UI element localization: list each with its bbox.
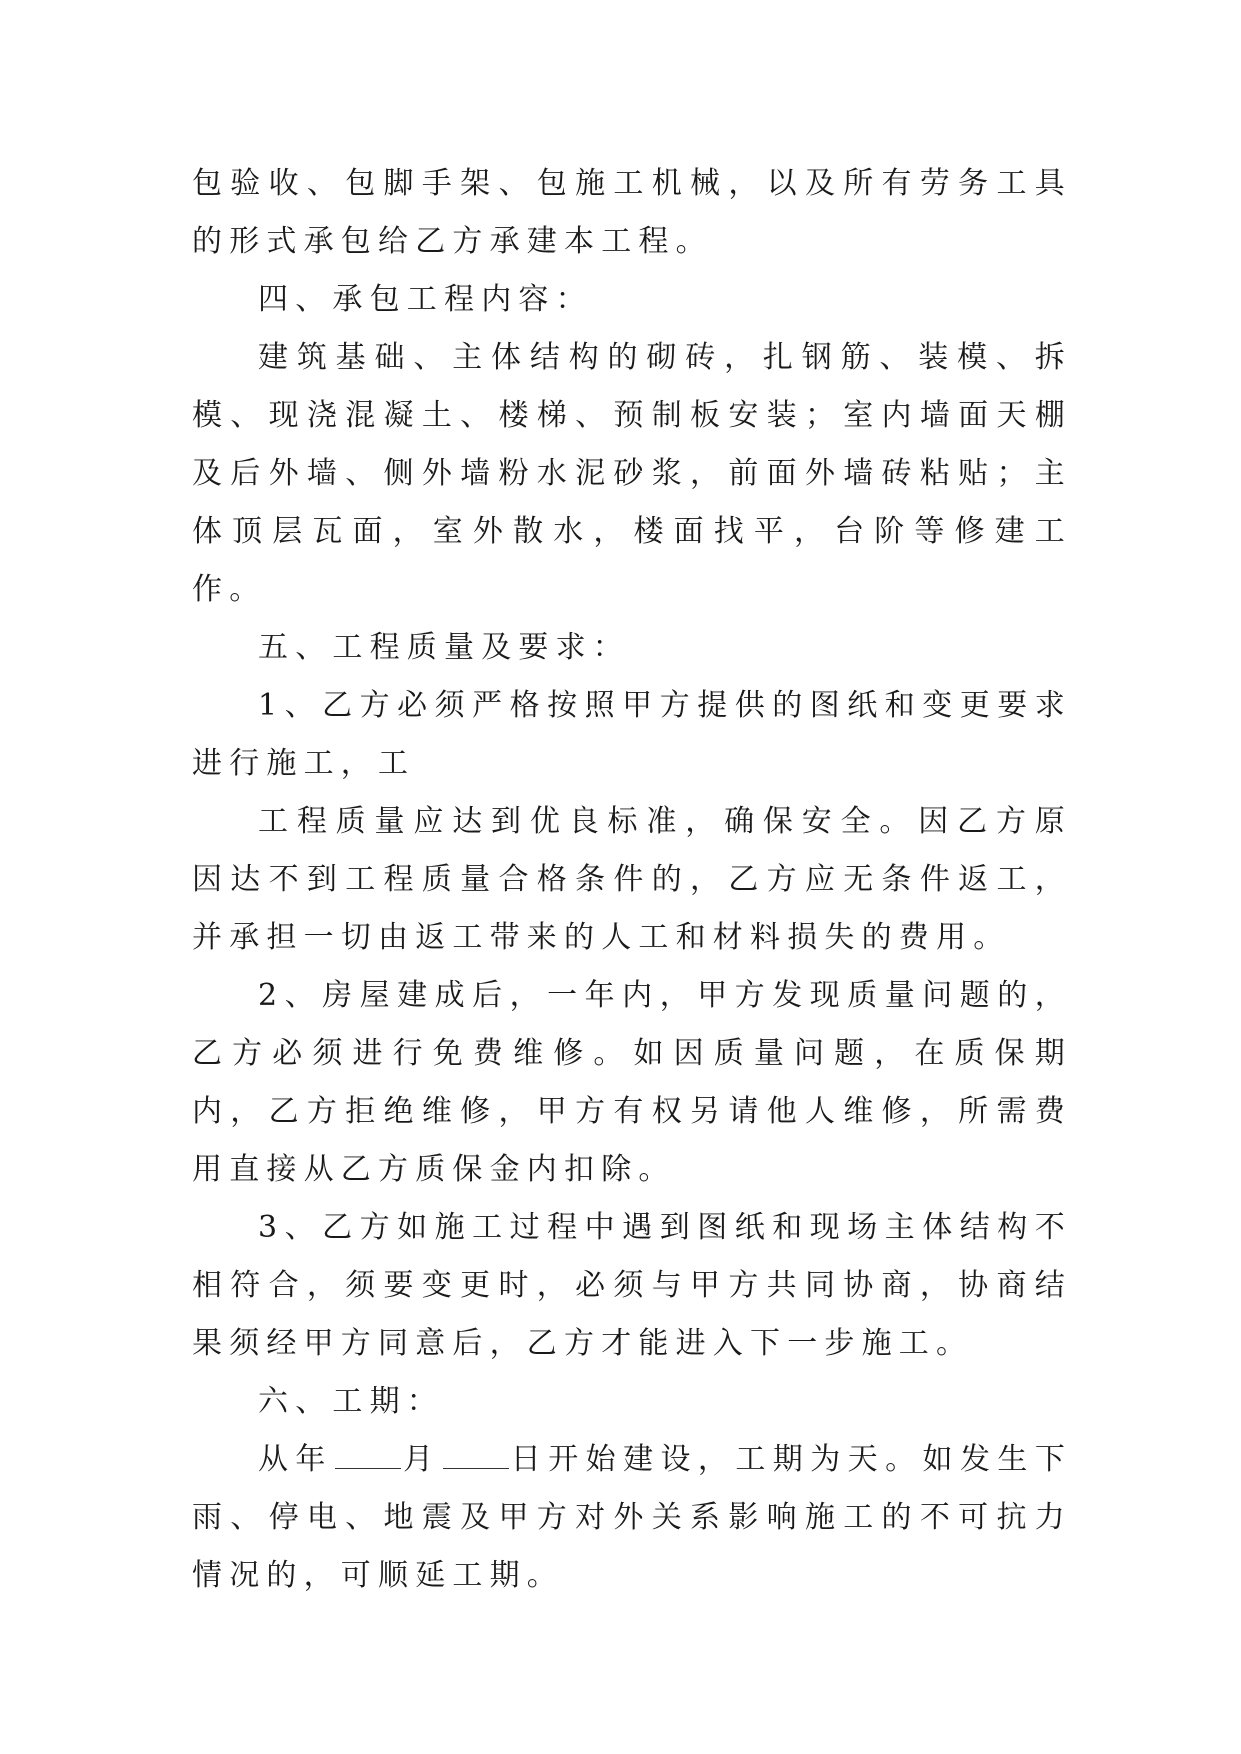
section-5-heading: 五、工程质量及要求： — [258, 630, 630, 665]
section-6-schedule — [192, 1431, 1072, 1605]
paragraph-contract-terms: 包验收、包脚手架、包施工机械，以及所有劳务工具的形式承包给乙方承建本工程。 — [192, 166, 1072, 259]
section-5-item-3: 3、乙方如施工过程中遇到图纸和现场主体结构不相符合，须要变更时，必须与甲方共同协商，协商结果须经甲方同意后，乙方才能进入下一步施工。 — [192, 1210, 1072, 1361]
schedule-body-text: 日开始建设，工期为天。如发生下雨、停电、地震及甲方对外关系影响施工的不可抗力情况的，可顺延工期。 — [192, 1442, 1073, 1593]
section-6-heading: 六、工期： — [258, 1384, 444, 1419]
day-blank-line — [443, 1444, 509, 1469]
section-4-heading: 四、承包工程内容： — [258, 282, 593, 317]
section-4-body: 建筑基础、主体结构的砌砖，扎钢筋、装模、拆模、现浇混凝土、楼梯、预制板安装；室内墙面天棚及后外墙、侧外墙粉水泥砂浆，前面外墙砖粘贴；主体顶层瓦面，室外散水，楼面找平，台阶等修建工作。 — [192, 340, 1072, 607]
document-body — [192, 155, 1072, 1605]
section-5-item-1: 1、乙方必须严格按照甲方提供的图纸和变更要求进行施工，工 — [192, 688, 1072, 781]
month-blank-line — [335, 1444, 401, 1469]
section-5-item-1-continued: 工程质量应达到优良标准，确保安全。因乙方原因达不到工程质量合格条件的，乙方应无条件返工，并承担一切由返工带来的人工和材料损失的费用。 — [192, 804, 1072, 955]
schedule-month-text: 月 — [402, 1442, 441, 1477]
section-5-item-2: 2、房屋建成后，一年内，甲方发现质量问题的，乙方必须进行免费维修。如因质量问题，在质保期内，乙方拒绝维修，甲方有权另请他人维修，所需费用直接从乙方质保金内扣除。 — [192, 978, 1072, 1187]
schedule-year-text: 从年 — [258, 1442, 333, 1477]
